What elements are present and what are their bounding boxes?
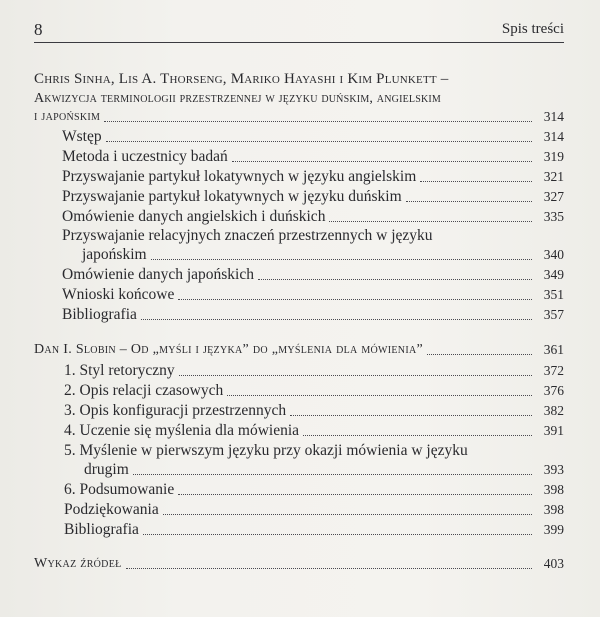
leader-dots [151,259,532,260]
entry-label: Bibliografia [62,306,137,323]
leader-dots [133,474,532,475]
toc-entry[interactable] [82,246,564,264]
running-header [34,20,564,43]
page-ref: 357 [543,307,564,322]
page-ref: 403 [543,556,564,571]
leader-dots [106,141,532,142]
leader-dots [227,395,532,396]
toc-entry[interactable] [62,286,564,304]
page-ref: 398 [543,502,564,517]
sources-label: Wykaz źródeł [34,556,122,571]
section2-author: Dan I. Slobin [34,342,116,357]
page-ref: 382 [543,403,564,418]
toc-entry[interactable] [64,362,564,380]
leader-dots [178,299,532,300]
toc-entry[interactable] [62,168,564,186]
entry-label: 5. Myślenie w pierwszym języku przy okazji mówienia w języku [64,442,468,459]
toc-entry[interactable] [64,521,564,539]
leader-dots [406,201,532,202]
toc-entry[interactable] [64,402,564,420]
toc-entry[interactable] [64,481,564,499]
toc-entry[interactable] [62,148,564,166]
entry-label: Przyswajanie relacyjnych znaczeń przestrzennych w języku [62,227,433,244]
section2-title-entry[interactable] [34,341,564,359]
page-ref: 319 [543,149,564,164]
toc-entry-line1[interactable] [62,227,564,245]
section1-title-line2: i japońskim [34,109,101,124]
page-ref: 361 [543,342,564,357]
running-title: Spis treści [501,21,564,37]
entry-label: Omówienie danych japońskich [62,266,254,283]
entry-label: 4. Uczenie się myślenia dla mówienia [64,422,300,439]
section2-title: – Od „myśli i języka” do „myślenia dla mówienia” [115,342,423,357]
leader-dots [303,435,532,436]
page-ref: 351 [543,287,564,302]
leader-dots [104,121,532,122]
page-ref: 372 [543,363,564,378]
section1-title-entry[interactable] [34,108,564,126]
entry-label: 6. Podsumowanie [64,481,175,498]
page-ref: 340 [543,247,564,262]
entry-label: Wstęp [62,128,102,145]
toc-entry[interactable] [64,382,564,400]
entry-label: drugim [84,461,129,478]
entry-label: Omówienie danych angielskich i duńskich [62,208,326,225]
leader-dots [126,568,532,569]
entry-label: Przyswajanie partykuł lokatywnych w języku duńskim [62,188,402,205]
page-ref: 376 [543,383,564,398]
sources-entry[interactable] [34,555,564,573]
entry-label: 3. Opis konfiguracji przestrzennych [64,402,287,419]
leader-dots [329,221,532,222]
toc-entry[interactable] [62,306,564,324]
page-number: 8 [34,20,43,39]
toc-entry[interactable] [62,208,564,226]
toc-entry[interactable] [62,188,564,206]
page-ref: 314 [543,109,564,124]
toc-entry[interactable] [62,128,564,146]
entry-label: Metoda i uczestnicy badań [62,148,228,165]
leader-dots [143,534,532,535]
toc-entry[interactable] [84,461,564,479]
leader-dots [232,161,532,162]
leader-dots [258,279,532,280]
page-ref: 398 [543,482,564,497]
leader-dots [141,319,532,320]
toc-entry[interactable] [64,501,564,519]
page-ref: 393 [543,462,564,477]
leader-dots [427,354,532,355]
leader-dots [290,415,532,416]
leader-dots [178,494,532,495]
page-ref: 391 [543,423,564,438]
entry-label: 1. Styl retoryczny [64,362,175,379]
section2-heading [34,341,423,359]
page-ref: 314 [543,129,564,144]
page-ref: 327 [543,189,564,204]
entry-label: 2. Opis relacji czasowych [64,382,224,399]
entry-label: Przyswajanie partykuł lokatywnych w języku angielskim [62,168,417,185]
page-ref: 399 [543,522,564,537]
section1-title-line1: Akwizycja terminologii przestrzennej w języku duńskim, angielskim [34,91,442,106]
toc-entry[interactable] [64,422,564,440]
leader-dots [420,181,532,182]
page-ref: 335 [543,209,564,224]
toc-entry-line1[interactable] [64,442,564,460]
section1-authors: Chris Sinha, Lis A. Thorseng, Mariko Hayashi i Kim Plunkett – [34,71,449,87]
page-ref: 349 [543,267,564,282]
entry-label: Bibliografia [64,521,139,538]
leader-dots [163,514,532,515]
entry-label: japońskim [82,246,147,263]
page-ref: 321 [543,169,564,184]
toc-entry[interactable] [62,266,564,284]
entry-label: Wnioski końcowe [62,286,175,303]
leader-dots [179,375,532,376]
entry-label: Podziękowania [64,501,159,518]
